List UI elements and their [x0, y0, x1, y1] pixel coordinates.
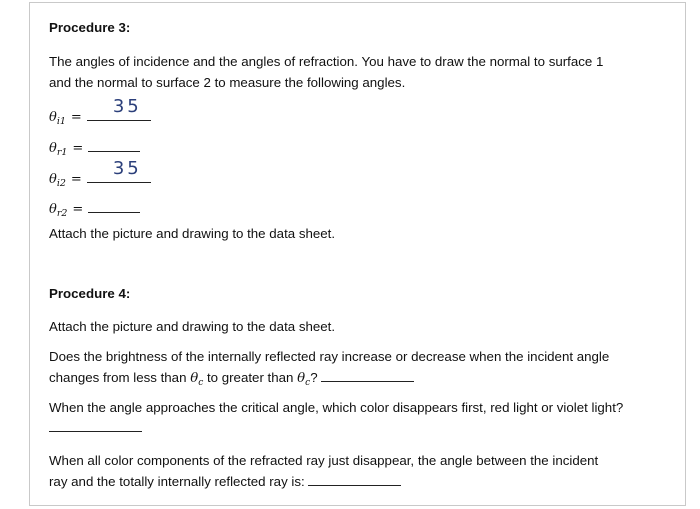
equals-sign: = [72, 141, 84, 156]
answer-field-i1[interactable] [87, 96, 151, 121]
critical-subscript: c [305, 378, 311, 388]
equals-sign: = [70, 110, 82, 125]
angle-row-i2 [49, 158, 151, 189]
angle-row-r2 [49, 196, 140, 217]
theta-symbol: θ [49, 141, 57, 156]
question-2: When the angle approaches the critical angle, which color disappears first, red light or violet light? [49, 400, 624, 415]
angle-row-i1 [49, 96, 151, 127]
theta-symbol: θ [297, 371, 306, 386]
equals-sign: = [70, 172, 82, 187]
answer-field-q1[interactable] [321, 369, 414, 382]
procedure-3-attach-note: Attach the picture and drawing to the data sheet. [49, 226, 336, 241]
question-1-text-b: to greater than [206, 370, 294, 385]
theta-symbol: θ [49, 202, 57, 217]
theta-symbol: θ [49, 110, 57, 125]
angle-subscript: r2 [56, 208, 68, 219]
answer-field-q2[interactable] [49, 431, 142, 432]
theta-symbol: θ [49, 172, 57, 187]
angle-subscript: i1 [56, 116, 66, 127]
answer-field-q3[interactable] [308, 473, 401, 486]
procedure-4-attach-note: Attach the picture and drawing to the data sheet. [49, 319, 336, 334]
question-mark: ? [310, 370, 318, 385]
answer-field-r1[interactable] [88, 135, 140, 152]
handwritten-answer: 35 [112, 158, 142, 179]
procedure-3-title: Procedure 3: [49, 20, 131, 35]
critical-subscript: c [198, 378, 204, 388]
answer-field-i2[interactable] [87, 158, 151, 183]
procedure-4-title: Procedure 4: [49, 286, 131, 301]
question-1-line2 [49, 367, 674, 391]
question-3-text: ray and the totally internally reflected ray is: [49, 474, 305, 489]
question-1-text-a: changes from less than [49, 370, 187, 385]
angle-subscript: r1 [56, 147, 68, 158]
theta-symbol: θ [190, 371, 199, 386]
angle-subscript: i2 [56, 178, 66, 189]
procedure-3-intro-line1: The angles of incidence and the angles of refraction. You have to draw the normal to surface 1 [49, 54, 604, 69]
angle-row-r1 [49, 135, 140, 156]
procedure-3-intro-line2: and the normal to surface 2 to measure the following angles. [49, 75, 406, 90]
answer-field-r2[interactable] [88, 196, 140, 213]
equals-sign: = [72, 202, 84, 217]
handwritten-answer: 35 [112, 96, 142, 117]
question-3-line2 [49, 471, 674, 492]
question-3-line1: When all color components of the refracted ray just disappear, the angle between the incident [49, 453, 599, 468]
question-1-line1: Does the brightness of the internally reflected ray increase or decrease when the incident angle [49, 349, 610, 364]
